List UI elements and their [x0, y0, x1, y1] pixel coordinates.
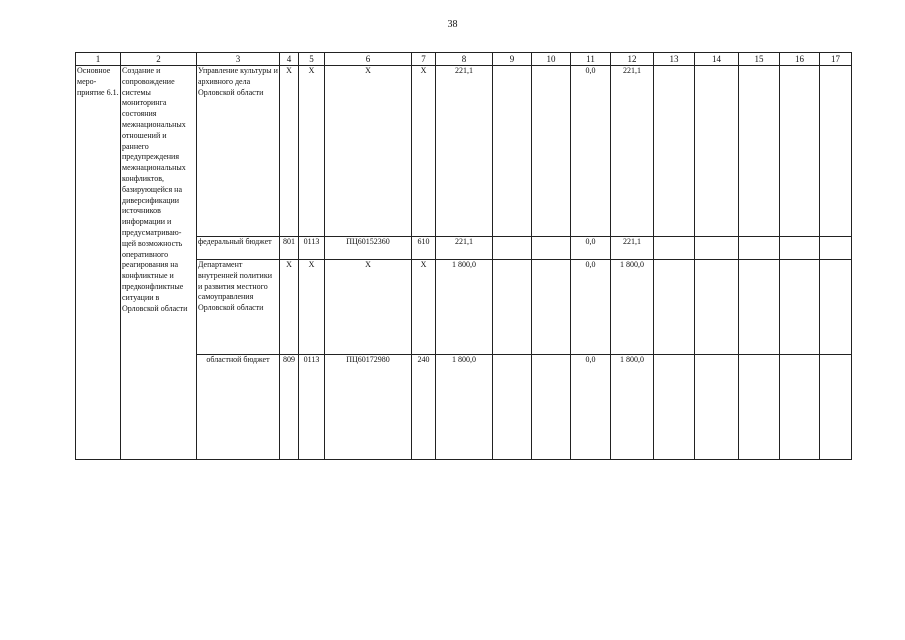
cell-col5: 0113: [299, 237, 325, 260]
header-cell: 2: [121, 53, 197, 66]
cell-col14: [695, 260, 739, 355]
cell-col6: Х: [325, 260, 412, 355]
org-cell: Управление культуры и архивного дела Орловской области: [197, 66, 280, 237]
cell-col6: Х: [325, 66, 412, 237]
cell-col9: [493, 66, 532, 237]
header-cell: 4: [280, 53, 299, 66]
cell-col16: [780, 260, 820, 355]
cell-col14: [695, 237, 739, 260]
cell-col14: [695, 355, 739, 460]
table-row: [76, 66, 852, 237]
cell-col8: 1 800,0: [436, 260, 493, 355]
cell-col8: 221,1: [436, 237, 493, 260]
header-cell: 7: [412, 53, 436, 66]
header-cell: 9: [493, 53, 532, 66]
cell-col11: 0,0: [571, 66, 611, 237]
header-cell: 1: [76, 53, 121, 66]
cell-col11: 0,0: [571, 237, 611, 260]
cell-col8: 221,1: [436, 66, 493, 237]
header-cell: 15: [739, 53, 780, 66]
org-cell: областной бюджет: [197, 355, 280, 460]
cell-col17: [820, 66, 852, 237]
cell-col14: [695, 66, 739, 237]
cell-col4: 801: [280, 237, 299, 260]
budget-table: [75, 52, 852, 460]
cell-col4: 809: [280, 355, 299, 460]
cell-col10: [532, 260, 571, 355]
cell-col5: 0113: [299, 355, 325, 460]
header-cell: 14: [695, 53, 739, 66]
org-cell: Департамент внутренней политики и развития местного самоуправления Орловской области: [197, 260, 280, 355]
cell-col6: ПЦ60172980: [325, 355, 412, 460]
header-cell: 12: [611, 53, 654, 66]
header-cell: 11: [571, 53, 611, 66]
cell-col5: Х: [299, 260, 325, 355]
cell-col10: [532, 237, 571, 260]
cell-col16: [780, 355, 820, 460]
cell-col10: [532, 355, 571, 460]
cell-col13: [654, 355, 695, 460]
cell-col17: [820, 260, 852, 355]
cell-col12: 221,1: [611, 66, 654, 237]
header-cell: 3: [197, 53, 280, 66]
cell-col15: [739, 355, 780, 460]
header-cell: 16: [780, 53, 820, 66]
cell-col13: [654, 237, 695, 260]
cell-col9: [493, 237, 532, 260]
cell-col7: 240: [412, 355, 436, 460]
cell-col11: 0,0: [571, 355, 611, 460]
cell-col7: 610: [412, 237, 436, 260]
cell-col8: 1 800,0: [436, 355, 493, 460]
header-row: [76, 53, 852, 66]
cell-col12: 1 800,0: [611, 260, 654, 355]
cell-col4: Х: [280, 260, 299, 355]
cell-col6: ПЦ60152360: [325, 237, 412, 260]
org-cell: федеральный бюджет: [197, 237, 280, 260]
cell-col13: [654, 260, 695, 355]
header-cell: 6: [325, 53, 412, 66]
header-cell: 10: [532, 53, 571, 66]
cell-col15: [739, 66, 780, 237]
cell-col17: [820, 237, 852, 260]
page-number: 38: [447, 19, 458, 30]
cell-col4: Х: [280, 66, 299, 237]
event-type: Основное меро-приятие 6.1.: [76, 66, 121, 460]
cell-col7: Х: [412, 66, 436, 237]
cell-col9: [493, 260, 532, 355]
cell-col13: [654, 66, 695, 237]
cell-col16: [780, 237, 820, 260]
header-cell: 5: [299, 53, 325, 66]
cell-col15: [739, 260, 780, 355]
header-cell: 13: [654, 53, 695, 66]
header-cell: 8: [436, 53, 493, 66]
cell-col7: Х: [412, 260, 436, 355]
cell-col12: 1 800,0: [611, 355, 654, 460]
event-description: Создание и сопровождение системы мониторинга состояния межнациональных отношений и раннего предупреждения межнациональных конфликтов, базирующейся на диверсификации источников информации и предусматриваю-щей возможность оперативного реагирования на конфликтные и предконфликтные ситуации в Орловской области: [121, 66, 197, 460]
cell-col11: 0,0: [571, 260, 611, 355]
cell-col17: [820, 355, 852, 460]
cell-col16: [780, 66, 820, 237]
cell-col15: [739, 237, 780, 260]
header-cell: 17: [820, 53, 852, 66]
cell-col12: 221,1: [611, 237, 654, 260]
cell-col10: [532, 66, 571, 237]
cell-col5: Х: [299, 66, 325, 237]
cell-col9: [493, 355, 532, 460]
